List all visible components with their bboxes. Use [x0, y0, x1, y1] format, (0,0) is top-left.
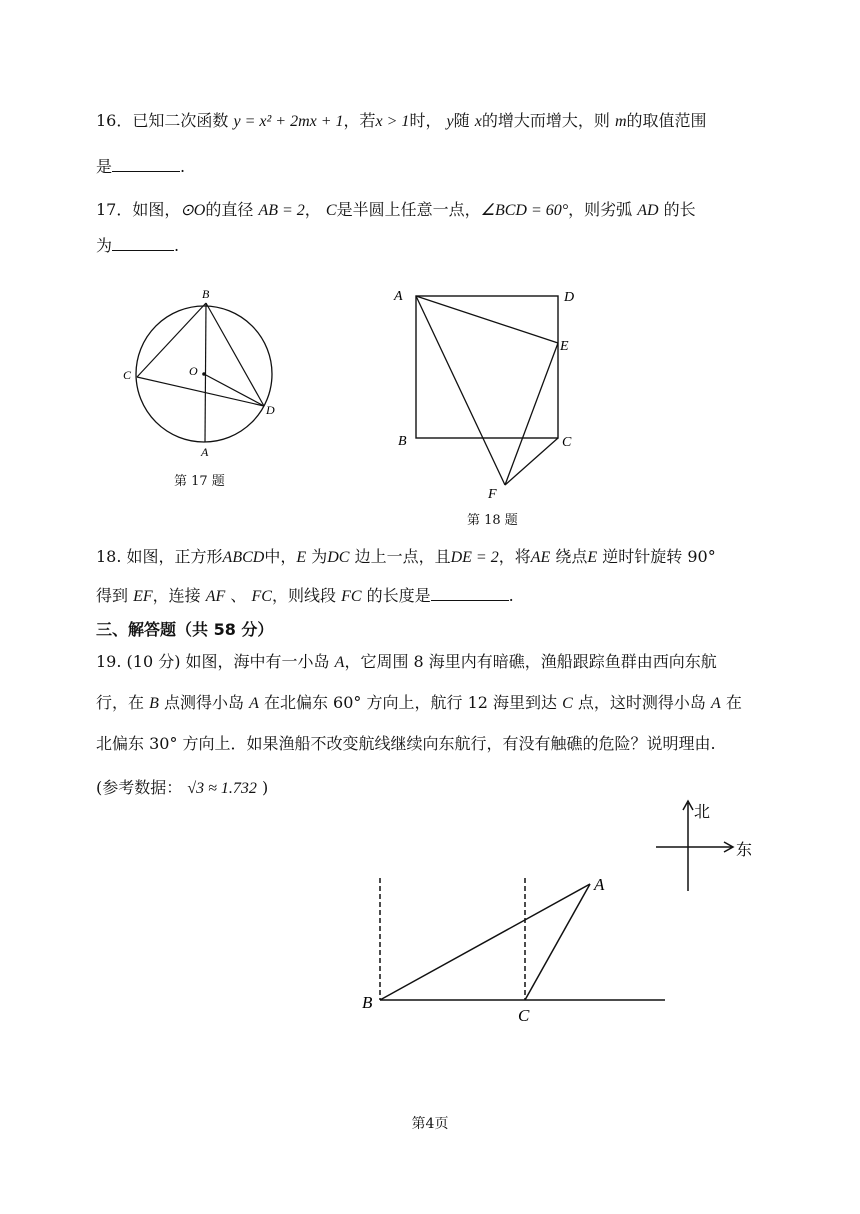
- fig17-label-c: C: [123, 368, 132, 382]
- fig17-label-o: O: [189, 364, 198, 378]
- compass-north-label: 北: [694, 802, 711, 821]
- fig18-segment-af: [416, 296, 505, 485]
- fig18-label-e: E: [560, 339, 569, 354]
- q18-abcd: ABCD: [222, 549, 265, 566]
- q19-line2: [96, 693, 742, 714]
- q19-text-b: ，它周围 8 海里内有暗礁，渔船跟踪鱼群由西向东航: [344, 652, 717, 671]
- q17-text-a: 的直径: [205, 200, 254, 219]
- q18-ef: EF: [133, 588, 153, 605]
- q18-line2-a: 得到: [96, 586, 129, 605]
- q16-text: 16．已知二次函数: [96, 111, 229, 130]
- q17-ab: AB = 2: [258, 202, 305, 219]
- q19-c: C: [562, 695, 573, 712]
- q17-text: 17．如图，: [96, 200, 181, 219]
- q17-text-d: ，则劣弧: [568, 200, 633, 219]
- q17-text-e: 的长: [663, 200, 696, 219]
- q17-text-c: 是半圆上任意一点，: [336, 200, 481, 219]
- q17-text-b: ，: [304, 200, 321, 219]
- q19-ref-close: ): [262, 778, 269, 797]
- q16-condition: x > 1: [375, 113, 410, 130]
- page-number: 第4页: [411, 1116, 449, 1132]
- q18-line2-c: 、: [230, 586, 247, 605]
- q18-text-b: 为: [311, 547, 328, 566]
- q18-ae: AE: [530, 549, 551, 566]
- q18-line2-b: ，连接: [152, 586, 201, 605]
- q18-line2-e: 的长度是: [366, 586, 431, 605]
- q19-line3: 北偏东 30° 方向上．如果渔船不改变航线继续向东航行，有没有触礁的危险？说明理由.: [96, 734, 716, 753]
- q17-line2-text: 为: [96, 236, 113, 255]
- fig18-label-a: A: [394, 289, 403, 304]
- q18-line2: [96, 586, 514, 607]
- q18-fc: FC: [251, 588, 272, 605]
- fig18-label-b: B: [398, 434, 407, 449]
- q17-line2-end: .: [174, 236, 180, 255]
- q17-circle: ⊙O: [180, 202, 206, 219]
- q18-text-a: 中，: [264, 547, 297, 566]
- fig19-label-c: C: [518, 1006, 530, 1025]
- fig17-caption: 第 17 题: [174, 474, 225, 489]
- fig17-label-a: A: [201, 445, 209, 459]
- q19-line2-d: 点，这时测得小岛: [577, 693, 706, 712]
- fig17-center-point: [202, 372, 206, 376]
- q18-e: E: [296, 549, 307, 566]
- q18-line2-end: .: [508, 586, 514, 605]
- q16-text-mid: ，若: [343, 111, 376, 130]
- q18-text-e: 绕点: [555, 547, 588, 566]
- q16-line2: [96, 157, 185, 177]
- figure-17: [110, 280, 290, 465]
- fig18-label-c: C: [562, 435, 572, 450]
- fig18-caption: 第 18 题: [467, 513, 518, 528]
- q19-line2-b: 点测得小岛: [163, 693, 244, 712]
- q18-text-f: 逆时针旋转 90°: [602, 547, 716, 566]
- q19-b: B: [149, 695, 159, 712]
- fig17-label-d: D: [266, 403, 275, 417]
- q17-angle: ∠BCD = 60°: [480, 202, 569, 219]
- q16-var-x: x: [474, 113, 482, 130]
- q16-text-rest3: 的增大而增大，则: [481, 111, 610, 130]
- q16-answer-blank[interactable]: [112, 157, 180, 172]
- q18-fc2: FC: [341, 588, 362, 605]
- q19-text-a: 19. (10 分) 如图，海中有一小岛: [96, 652, 330, 671]
- q18-text-d: ，将: [498, 547, 531, 566]
- q18-line1: [96, 547, 716, 568]
- q17-ad: AD: [637, 202, 659, 219]
- fig18-square: [416, 296, 558, 438]
- figure-18: [390, 282, 590, 502]
- q16-line2-text: 是: [96, 157, 113, 176]
- fig18-segment-ef: [505, 343, 558, 485]
- fig19-label-b: B: [362, 993, 373, 1012]
- q17-answer-blank[interactable]: [112, 236, 174, 251]
- q18-e2: E: [587, 549, 598, 566]
- q19-a3: A: [711, 695, 721, 712]
- q19-ref-label: (参考数据：: [96, 778, 183, 797]
- q16-var-y: y: [446, 113, 454, 130]
- q19-sqrt: √3 ≈ 1.732: [187, 780, 257, 797]
- q18-dc: DC: [327, 549, 350, 566]
- q18-line2-d: ，则线段: [271, 586, 336, 605]
- fig18-segment-ae: [416, 296, 558, 343]
- q16-formula: y = x² + 2mx + 1: [233, 113, 344, 130]
- q16-line1: [96, 111, 707, 132]
- fig18-label-f: F: [488, 487, 497, 502]
- compass-east-label: 东: [736, 840, 753, 859]
- fig18-label-d: D: [564, 290, 575, 305]
- q18-text: 18. 如图，正方形: [96, 547, 223, 566]
- q18-text-c: 边上一点，且: [354, 547, 451, 566]
- q19-line4: [96, 778, 268, 799]
- fig17-segment-cd: [137, 377, 264, 406]
- q16-var-m: m: [614, 113, 627, 130]
- q17-line1: [96, 200, 696, 221]
- q18-answer-blank[interactable]: [431, 586, 509, 601]
- fig18-segment-fc: [505, 438, 558, 485]
- q18-de: DE = 2: [450, 549, 499, 566]
- q16-text-rest2: 随: [453, 111, 470, 130]
- q19-a: A: [334, 654, 345, 671]
- q19-line2-a: 行，在: [96, 693, 145, 712]
- fig17-label-b: B: [202, 287, 210, 301]
- q16-text-rest: 时，: [409, 111, 442, 130]
- q19-line2-e: 在: [725, 693, 742, 712]
- q16-line2-end: .: [180, 157, 186, 176]
- q16-text-end: 的取值范围: [626, 111, 707, 130]
- fig19-segment-ba: [380, 884, 590, 1000]
- fig19-label-a: A: [594, 875, 605, 894]
- q17-line2: [96, 236, 179, 256]
- section-header: 三、解答题（共 58 分）: [96, 620, 274, 639]
- q19-a2: A: [249, 695, 259, 712]
- fig17-segment-ba: [205, 303, 206, 442]
- q19-line2-c: 在北偏东 60° 方向上，航行 12 海里到达: [263, 693, 558, 712]
- figure-19: [355, 870, 675, 1030]
- q19-line1: [96, 652, 717, 673]
- q18-af: AF: [205, 588, 226, 605]
- q17-c: C: [325, 202, 337, 219]
